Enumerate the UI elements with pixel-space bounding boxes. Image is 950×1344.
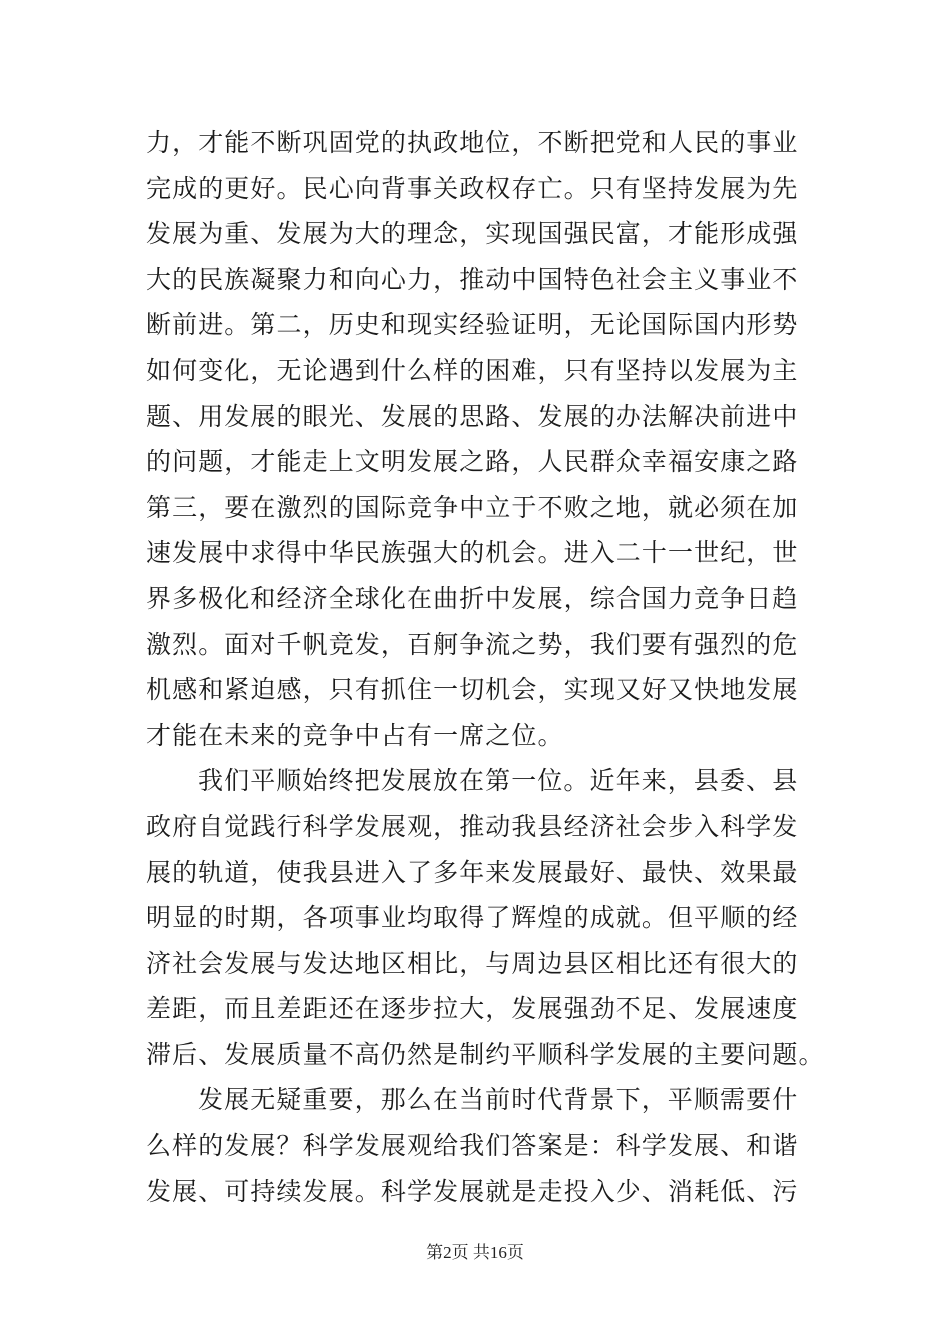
text-line: 滞后、发展质量不高仍然是制约平顺科学发展的主要问题。 <box>146 1039 825 1069</box>
text-line: 机感和紧迫感，只有抓住一切机会，实现又好又快地发展 <box>146 675 799 705</box>
text-line: 第三，要在激烈的国际竞争中立于不败之地，就必须在加 <box>146 492 799 522</box>
text-line: 如何变化，无论遇到什么样的困难，只有坚持以发展为主 <box>146 355 799 385</box>
text-line: 力，才能不断巩固党的执政地位，不断把党和人民的事业 <box>146 128 799 157</box>
text-line: 完成的更好。民心向背事关政权存亡。只有坚持发展为先 <box>146 173 799 203</box>
text-line: 政府自觉践行科学发展观，推动我县经济社会步入科学发 <box>146 811 799 841</box>
text-line: 的问题，才能走上文明发展之路，人民群众幸福安康之路 <box>146 447 799 477</box>
text-line: 题、用发展的眼光、发展的思路、发展的办法解决前进中 <box>146 401 799 431</box>
text-line: 发展、可持续发展。科学发展就是走投入少、消耗低、污 <box>146 1176 799 1206</box>
paragraph-first-line: 发展无疑重要，那么在当前时代背景下，平顺需要什 <box>198 1085 799 1115</box>
text-line: 速发展中求得中华民族强大的机会。进入二十一世纪，世 <box>146 538 799 568</box>
text-line: 济社会发展与发达地区相比，与周边县区相比还有很大的 <box>146 948 799 978</box>
text-line: 才能在未来的竞争中占有一席之位。 <box>146 720 564 750</box>
page-number-footer: 第2页 共16页 <box>426 1243 524 1262</box>
text-line: 展的轨道，使我县进入了多年来发展最好、最快、效果最 <box>146 857 799 887</box>
text-line: 断前进。第二，历史和现实经验证明，无论国际国内形势 <box>146 310 799 340</box>
text-line: 界多极化和经济全球化在曲折中发展，综合国力竞争日趋 <box>146 583 799 613</box>
text-line: 大的民族凝聚力和向心力，推动中国特色社会主义事业不 <box>146 264 799 294</box>
text-line: 么样的发展？科学发展观给我们答案是：科学发展、和谐 <box>146 1131 799 1161</box>
text-line: 明显的时期，各项事业均取得了辉煌的成就。但平顺的经 <box>146 903 799 933</box>
paragraph-first-line: 我们平顺始终把发展放在第一位。近年来，县委、县 <box>198 766 799 796</box>
text-line: 差距，而且差距还在逐步拉大，发展强劲不足、发展速度 <box>146 994 799 1024</box>
text-line: 发展为重、发展为大的理念，实现国强民富，才能形成强 <box>146 219 799 249</box>
body-text <box>146 120 825 1214</box>
text-line: 激烈。面对千帆竞发，百舸争流之势，我们要有强烈的危 <box>146 629 799 659</box>
